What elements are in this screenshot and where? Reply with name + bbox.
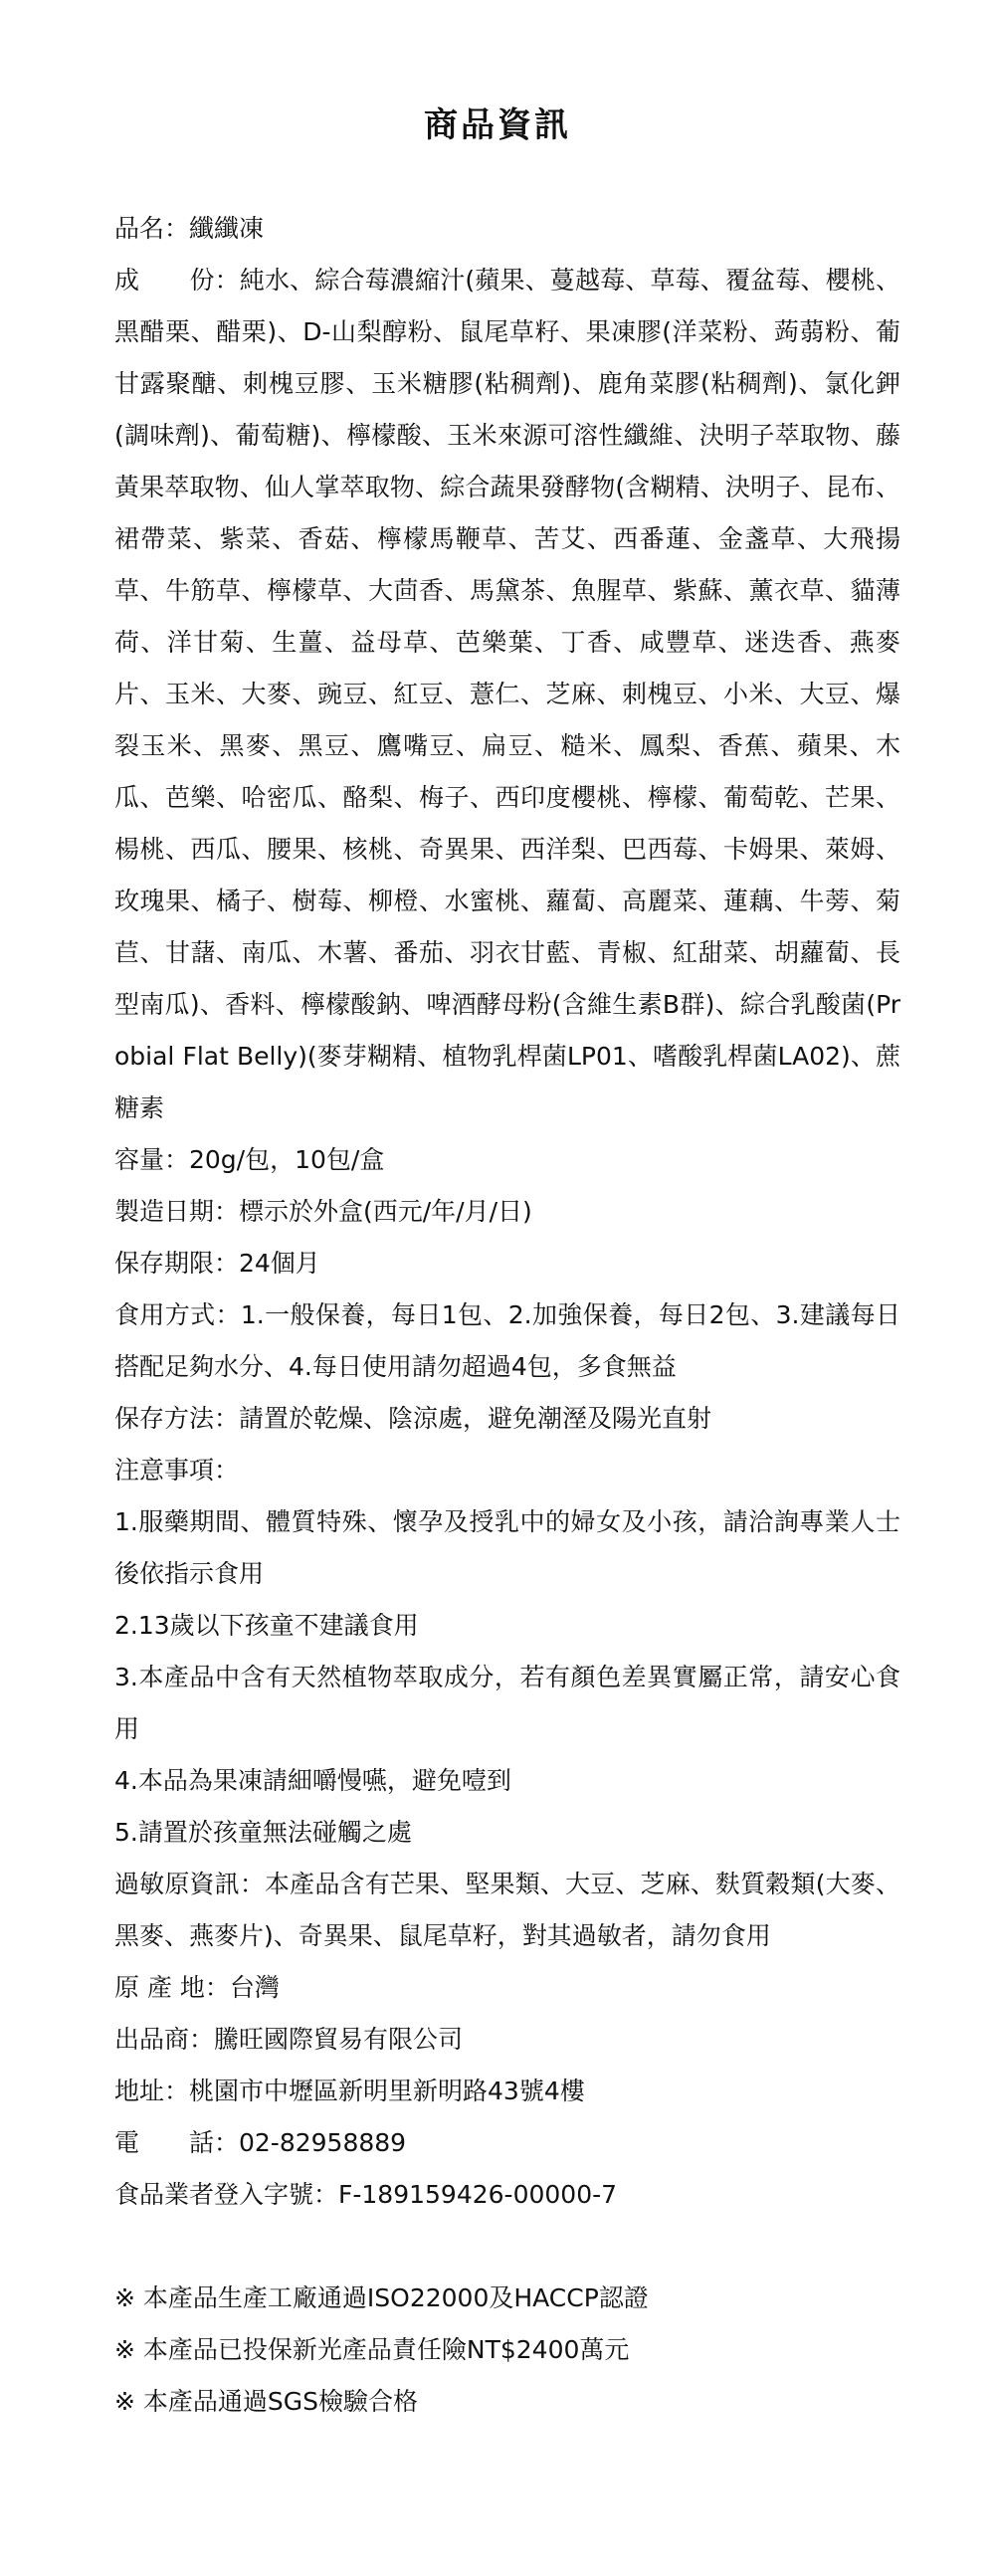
precautions-heading: 注意事項： xyxy=(114,1456,240,1485)
precaution-item: 3.本產品中含有天然植物萃取成分，若有顏色差異實屬正常，請安心食用 xyxy=(114,1663,900,1743)
spacer xyxy=(114,2221,900,2273)
phone: 電 話：02-82958889 xyxy=(114,2128,407,2157)
precaution-item: 2.13歲以下孩童不建議食用 xyxy=(114,1611,419,1640)
address: 地址：桃園市中壢區新明里新明路43號4樓 xyxy=(114,2077,585,2105)
manufacture-date: 製造日期：標示於外盒(西元/年/月/日) xyxy=(114,1197,532,1226)
product-info-body xyxy=(114,203,900,2428)
shelf-life: 保存期限：24個月 xyxy=(114,1249,320,1278)
precaution-item: 4.本品為果凍請細嚼慢嚥，避免噎到 xyxy=(114,1766,511,1795)
sgs-note: ※ 本產品通過SGS檢驗合格 xyxy=(114,2387,419,2416)
ingredients: 成 份：純水、綜合莓濃縮汁(蘋果、蔓越莓、草莓、覆盆莓、櫻桃、黑醋栗、醋栗)、D-山梨醇粉、鼠尾草籽、果凍膠(洋菜粉、蒟蒻粉、葡甘露聚醣、刺槐豆膠、玉米糖膠(粘稠劑)、鹿角菜膠(粘稠劑)、氯化鉀(調味劑)、葡萄糖)、檸檬酸、玉米來源可溶性纖維、決明子萃取物、藤黃果萃取物、仙人掌萃取物、綜合蔬果發酵物(含糊精、決明子、昆布、裙帶菜、紫菜、香菇、檸檬馬鞭草、苦艾、西番蓮、金盞草、大飛揚草、牛筋草、檸檬草、大茴香、馬黛茶、魚腥草、紫蘇、薰衣草、貓薄荷、洋甘菊、生薑、益母草、芭樂葉、丁香、咸豐草、迷迭香、燕麥片、玉米、大麥、豌豆、紅豆、薏仁、芝麻、刺槐豆、小米、大豆、爆裂玉米、黑麥、黑豆、鷹嘴豆、扁豆、糙米、鳳梨、香蕉、蘋果、木瓜、芭樂、哈密瓜、酪梨、梅子、西印度櫻桃、檸檬、葡萄乾、芒果、楊桃、西瓜、腰果、核桃、奇異果、西洋梨、巴西莓、卡姆果、萊姆、玫瑰果、橘子、樹莓、柳橙、水蜜桃、蘿蔔、高麗菜、蓮藕、牛蒡、菊苣、甘藷、南瓜、木薯、番茄、羽衣甘藍、青椒、紅甜菜、胡蘿蔔、長型南瓜)、香料、檸檬酸鈉、啤酒酵母粉(含維生素B群)、綜合乳酸菌(Probial Flat Belly)(麥芽糊精、植物乳桿菌LP01、嗜酸乳桿菌LA02)、蔗糖素 xyxy=(114,266,900,1122)
page-title: 商品資訊 xyxy=(424,105,571,145)
insurance-note: ※ 本產品已投保新光產品責任險NT$2400萬元 xyxy=(114,2335,630,2364)
producer: 出品商：騰旺國際貿易有限公司 xyxy=(114,2025,464,2054)
precaution-item: 1.服藥期間、體質特殊、懷孕及授乳中的婦女及小孩，請洽詢專業人士後依指示食用 xyxy=(114,1507,900,1588)
registration-number: 食品業者登入字號：F-189159426-00000-7 xyxy=(114,2180,618,2209)
precaution-item: 5.請置於孩童無法碰觸之處 xyxy=(114,1818,412,1847)
usage: 食用方式：1.一般保養，每日1包、2.加強保養，每日2包、3.建議每日搭配足夠水分、4.每日使用請勿超過4包，多食無益 xyxy=(114,1300,900,1381)
product-name: 品名：纖纖凍 xyxy=(114,214,265,243)
origin: 原 產 地：台灣 xyxy=(114,1973,280,2002)
certification-note: ※ 本產品生產工廠通過ISO22000及HACCP認證 xyxy=(114,2283,649,2312)
storage: 保存方法：請置於乾燥、陰涼處，避免潮溼及陽光直射 xyxy=(114,1404,712,1433)
capacity: 容量：20g/包，10包/盒 xyxy=(114,1145,385,1174)
allergen-info: 過敏原資訊：本產品含有芒果、堅果類、大豆、芝麻、麩質穀類(大麥、黑麥、燕麥片)、奇異果、鼠尾草籽，對其過敏者，請勿食用 xyxy=(114,1870,900,1950)
